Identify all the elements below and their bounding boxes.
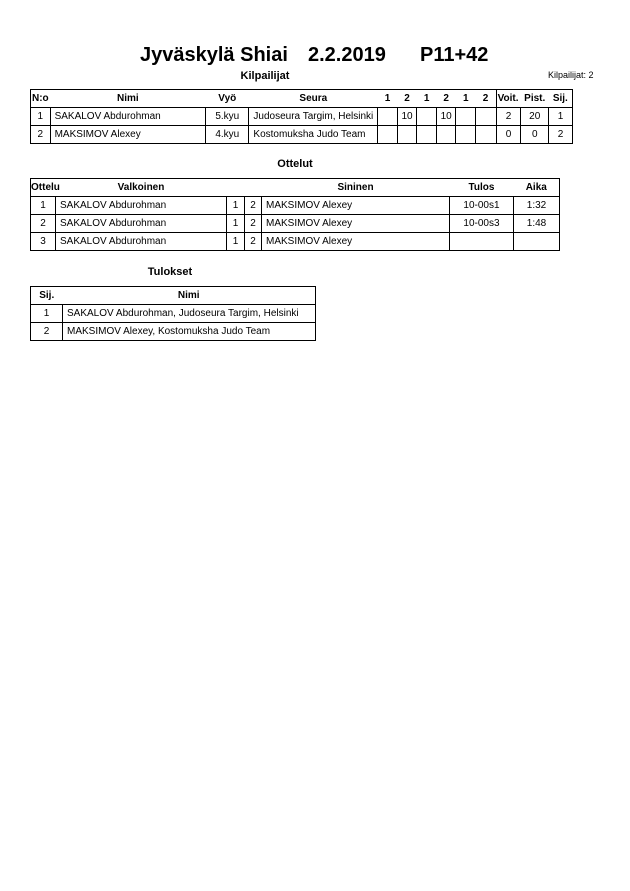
place-cell: 1 — [549, 108, 573, 126]
event-date: 2.2.2019 — [308, 44, 386, 66]
column-header: Nimi — [63, 287, 316, 305]
table-row — [31, 215, 560, 233]
document-title — [0, 44, 630, 70]
competitor-number: 2 — [31, 126, 51, 144]
column-header: Seura — [249, 90, 378, 108]
competitor-number: 1 — [31, 108, 51, 126]
points-cell: 20 — [521, 108, 549, 126]
table-row — [31, 197, 560, 215]
result-name: SAKALOV Abdurohman, Judoseura Targim, Helsinki — [63, 305, 316, 323]
match-time — [514, 233, 560, 251]
table-row — [31, 323, 316, 341]
column-header: 2 — [436, 90, 456, 108]
points-cell: 0 — [521, 126, 549, 144]
result-place: 2 — [31, 323, 63, 341]
score-cell — [436, 126, 456, 144]
match-number: 2 — [31, 215, 56, 233]
score-cell — [456, 126, 476, 144]
results-heading: Tulokset — [147, 266, 193, 278]
white-number: 1 — [227, 197, 245, 215]
column-header: Vyö — [206, 90, 249, 108]
table-row — [31, 126, 573, 144]
competitor-count: Kilpailijat: 2 — [548, 70, 594, 80]
table-header-row — [31, 287, 316, 305]
competitor-name: SAKALOV Abdurohman — [50, 108, 206, 126]
place-cell: 2 — [549, 126, 573, 144]
column-header: Voit. — [496, 90, 521, 108]
matches-heading: Ottelut — [277, 158, 313, 170]
competitors-table — [30, 89, 573, 144]
column-header: Sininen — [262, 179, 450, 197]
match-result: 10-00s1 — [450, 197, 514, 215]
table-header-row — [31, 179, 560, 197]
column-header: Sij. — [549, 90, 573, 108]
table-row — [31, 108, 573, 126]
table-header-row — [31, 90, 573, 108]
blue-number: 2 — [245, 215, 262, 233]
match-time: 1:32 — [514, 197, 560, 215]
match-number: 3 — [31, 233, 56, 251]
column-header: Pist. — [521, 90, 549, 108]
table-row — [31, 305, 316, 323]
wins-cell: 0 — [496, 126, 521, 144]
blue-number: 2 — [245, 197, 262, 215]
competitors-heading: Kilpailijat — [240, 70, 290, 82]
white-competitor: SAKALOV Abdurohman — [56, 233, 227, 251]
white-number: 1 — [227, 233, 245, 251]
wins-cell: 2 — [496, 108, 521, 126]
score-cell — [417, 126, 437, 144]
column-header: 1 — [378, 90, 398, 108]
column-header: Ottelu — [31, 179, 56, 197]
score-cell — [417, 108, 437, 126]
column-header: Valkoinen — [56, 179, 227, 197]
matches-table — [30, 178, 560, 251]
column-header: 2 — [476, 90, 497, 108]
column-header: Tulos — [450, 179, 514, 197]
column-header-spacer — [227, 179, 245, 197]
event-title: Jyväskylä Shiai — [140, 44, 288, 66]
competitor-name: MAKSIMOV Alexey — [50, 126, 206, 144]
blue-competitor: MAKSIMOV Alexey — [262, 233, 450, 251]
blue-number: 2 — [245, 233, 262, 251]
column-header: Aika — [514, 179, 560, 197]
competitor-belt: 5.kyu — [206, 108, 249, 126]
score-cell — [456, 108, 476, 126]
white-competitor: SAKALOV Abdurohman — [56, 215, 227, 233]
score-cell — [378, 108, 398, 126]
result-name: MAKSIMOV Alexey, Kostomuksha Judo Team — [63, 323, 316, 341]
score-cell — [476, 126, 497, 144]
score-cell: 10 — [436, 108, 456, 126]
score-cell — [378, 126, 398, 144]
column-header: 1 — [417, 90, 437, 108]
match-result: 10-00s3 — [450, 215, 514, 233]
score-cell: 10 — [397, 108, 417, 126]
match-time: 1:48 — [514, 215, 560, 233]
column-header: 1 — [456, 90, 476, 108]
results-table — [30, 286, 316, 341]
match-number: 1 — [31, 197, 56, 215]
column-header: Nimi — [50, 90, 206, 108]
score-cell — [397, 126, 417, 144]
table-row — [31, 233, 560, 251]
column-header: N:o — [31, 90, 51, 108]
competitor-club: Judoseura Targim, Helsinki — [249, 108, 378, 126]
result-place: 1 — [31, 305, 63, 323]
column-header-spacer — [245, 179, 262, 197]
white-number: 1 — [227, 215, 245, 233]
match-result — [450, 233, 514, 251]
white-competitor: SAKALOV Abdurohman — [56, 197, 227, 215]
weight-category: P11+42 — [420, 44, 489, 66]
competitor-belt: 4.kyu — [206, 126, 249, 144]
blue-competitor: MAKSIMOV Alexey — [262, 215, 450, 233]
blue-competitor: MAKSIMOV Alexey — [262, 197, 450, 215]
column-header: Sij. — [31, 287, 63, 305]
score-cell — [476, 108, 497, 126]
competitor-club: Kostomuksha Judo Team — [249, 126, 378, 144]
column-header: 2 — [397, 90, 417, 108]
